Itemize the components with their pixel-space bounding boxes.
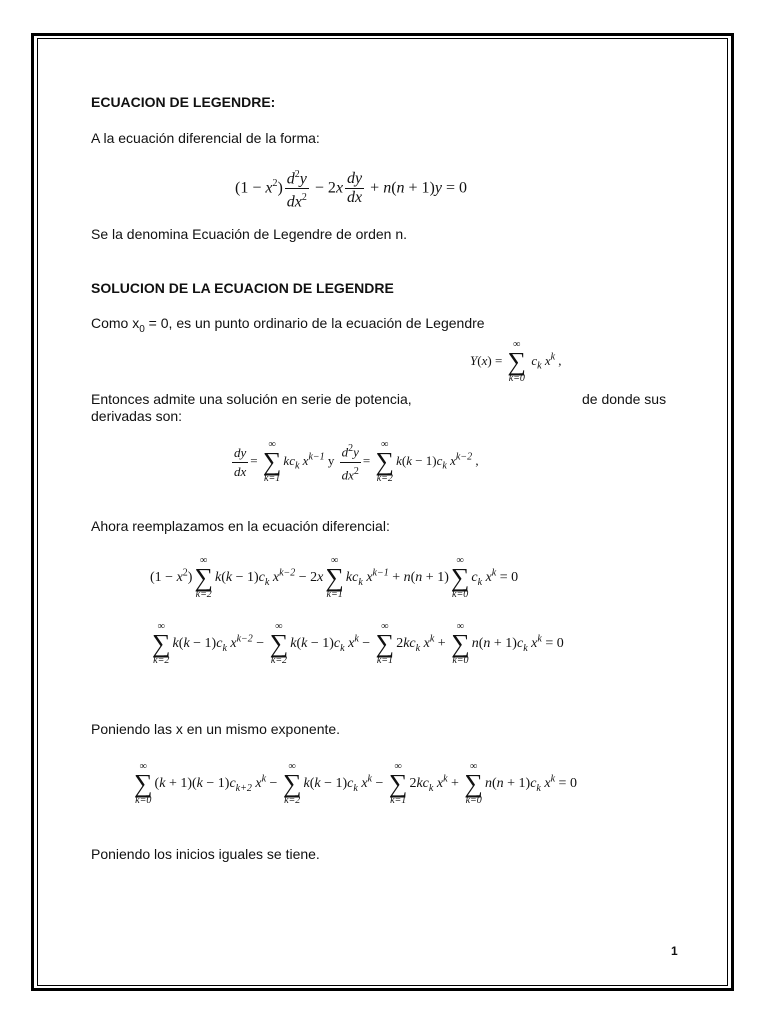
page-title: ECUACION DE LEGENDRE: xyxy=(91,94,276,110)
page-number: 1 xyxy=(671,944,678,958)
intro-text: A la ecuación diferencial de la forma: xyxy=(91,130,320,146)
power-series-formula: Y(x) = ∞ ∑ k=0 $c_k$ $x^k$ , xyxy=(470,339,562,384)
ordinary-point-suffix: = 0, es un punto ordinario de la ecuación de Legendre xyxy=(144,315,485,331)
same-exponent-equation: ∞ ∑ k=0 $(k + 1)(k - 1)c_{k+2}$ $x^k$ − ∞ ∑ k=2 $k(k - 1)c_k$ $x^k$ − ∞ ∑ k=1 $2kc_k$ $x^k$ + ∞ ∑ k=0 $n(n + 1)c_k$ $x^k = 0$ xyxy=(134,761,577,806)
series-text-continuation: derivadas son: xyxy=(91,408,183,424)
substitution-equation-1: $(1 - x^2)$ ∞ ∑ k=2 $k(k - 1)c_k$ $x^{k-2} - 2x$ ∞ ∑ k=1 $kc_k$ $x^{k-1} + n(n + 1)$ ∞ ∑ k=0 $c_k$ $x^k = 0$ xyxy=(150,555,519,600)
ordinary-point-text xyxy=(91,315,485,338)
substitution-equation-2: ∞ ∑ k=2 $k(k - 1)c_k$ $x^{k-2}$ − ∞ ∑ k=2 $k(k - 1)c_k$ $x^k$ − ∞ ∑ k=1 $2kc_k$ $x^k$ + ∞ ∑ k=0 $n(n + 1)c_k$ $x^k = 0$ xyxy=(152,621,564,666)
replace-text: Ahora reemplazamos en la ecuación diferencial: xyxy=(91,518,390,534)
derivatives-formula: $\frac{dy}{dx}$ = ∞ ∑ k=1 $kc_k$ $x^{k-1}$ y $\frac{d^2y}{dx^2}$ = ∞ ∑ k=2 $k(k - 1)c_k$ $x^{k-2}$ , xyxy=(234,439,479,484)
exponent-text: Poniendo las x en un mismo exponente. xyxy=(91,721,341,737)
legendre-equation: $(1 - x^2)$ $\frac{d^2y}{dx^2}$ − 2x $\frac{dy}{dx}$ + n(n + 1)y = 0 xyxy=(235,169,468,211)
starts-text: Poniendo los inicios iguales se tiene. xyxy=(91,846,320,862)
ordinary-point-subscript: 0 xyxy=(139,323,145,335)
definition-text: Se la denomina Ecuación de Legendre de orden n. xyxy=(91,226,408,242)
section-title: SOLUCION DE LA ECUACION DE LEGENDRE xyxy=(91,280,394,296)
series-text-right: de donde sus xyxy=(582,391,667,407)
ordinary-point-prefix: Como x xyxy=(91,315,140,331)
series-text-left: Entonces admite una solución en serie de potencia, xyxy=(91,391,412,407)
